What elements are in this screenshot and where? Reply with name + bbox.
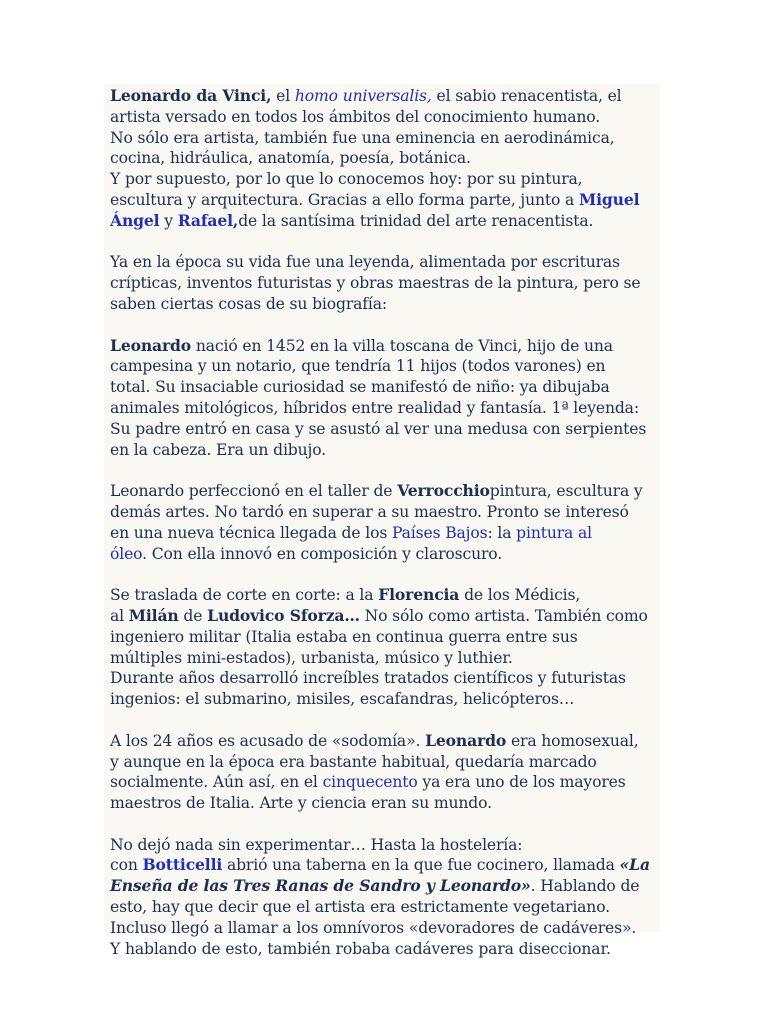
paragraph [110,481,656,564]
text-line [110,211,656,232]
text-run: ingeniero militar (Italia estaba en continua guerra entre sus [110,627,578,646]
text-line [110,502,656,523]
text-line [110,585,656,606]
text-line [110,523,656,544]
text-line [110,377,656,398]
text-run: pintura, escultura y [489,482,643,501]
text-run: animales mitológicos, híbridos entre realidad y fantasía. 1ª leyenda: [110,398,639,417]
text-run: de [178,606,208,625]
text-line [110,855,656,876]
bold-text: Leonardo [425,730,507,750]
text-run: Su padre entró en casa y se asustó al ver una medusa con serpientes [110,419,647,438]
text-line [110,190,656,211]
text-run: escultura y arquitectura. Gracias a ello forma parte, junto a [110,190,580,209]
bold-text: Leonardo da Vinci, [110,86,272,105]
bold-text: Florencia [378,585,460,605]
text-run: abrió una taberna en la que fue cocinero, llamada [222,856,620,875]
text-line [110,731,656,752]
text-run: en una nueva técnica llegada de los [110,523,393,542]
text-run: ya era uno de los mayores [417,773,626,792]
text-run: Con ella innovó en composición y claroscuro. [146,544,503,563]
text-run: Leonardo perfeccionó en el taller de [110,482,398,501]
text-run: maestros de Italia. Arte y ciencia eran su mundo. [110,794,492,813]
text-run: Y hablando de esto, también robaba cadáveres para diseccionar. [110,939,611,958]
text-run: socialmente. Aún así, en el [110,773,323,792]
text-line [110,752,656,773]
text-run: Incluso llegó a llamar a los omnívoros «devoradores de cadáveres». [110,918,637,937]
text-line [110,440,656,461]
paragraph [110,86,656,232]
text-run: campesina y un notario, que tendría 11 hijos (todos varones) en [110,357,606,376]
text-line [110,148,656,169]
text-run: el sabio renacentista, el [431,87,622,105]
text-line [110,835,656,856]
inline-link[interactable]: pintura al [516,523,592,542]
text-line [110,107,656,128]
text-run: múltiples mini-estados), urbanista, músico y luthier. [110,648,513,667]
text-line [110,128,656,149]
text-run: Ya en la época su vida fue una leyenda, alimentada por escrituras [110,253,620,272]
text-run: Se traslada de corte en corte: a la [110,586,379,605]
inline-link[interactable]: Miguel [579,189,640,209]
text-run: era homosexual, [506,731,639,750]
paragraph [110,835,656,960]
text-line [110,481,656,502]
text-run: de los Médicis, [459,586,581,605]
text-run: artista versado en todos los ámbitos del conocimiento humano. [110,107,601,126]
text-line [110,544,656,565]
inline-link[interactable]: Países Bajos [392,523,488,542]
text-line [110,398,656,419]
text-line [110,169,656,190]
text-run: A los 24 años es acusado de «sodomía». [110,731,426,750]
text-run: crípticas, inventos futuristas y obras maestras de la pintura, pero se [110,274,641,293]
bold-text: Ludovico Sforza… [207,605,360,625]
text-line [110,876,656,897]
text-run: de la santísima trinidad del arte renacentista. [238,211,594,230]
paragraph [110,585,656,710]
inline-link[interactable]: homo universalis, [294,87,432,105]
text-line [110,606,656,627]
text-run: cocina, hidráulica, anatomía, poesía, botánica. [110,149,471,168]
bold-text: Milán [128,605,179,625]
inline-link[interactable]: óleo. [110,544,147,563]
text-line [110,668,656,689]
text-run: y [159,211,178,230]
text-run: : la [487,523,517,542]
paragraph [110,336,656,461]
inline-link[interactable]: Rafael, [177,210,239,230]
text-line [110,627,656,648]
text-run: con [110,856,143,875]
bold-text: «La [619,855,650,875]
text-run: esto, hay que decir que el artista era estrictamente vegetariano. [110,898,610,917]
text-line [110,918,656,939]
paragraph [110,731,656,814]
text-run: No sólo como artista. También como [359,606,648,625]
text-run: No sólo era artista, también fue una eminencia en aerodinámica, [110,128,615,147]
text-run: el [271,87,295,105]
bold-text: Enseña de las Tres Ranas de Sandro y Leonardo» [110,876,531,896]
text-line [110,356,656,377]
text-run: ingenios: el submarino, misiles, escafandras, helicópteros… [110,690,575,709]
paragraph [110,252,656,314]
text-line [110,772,656,793]
inline-link[interactable]: Ángel [110,210,160,230]
text-run: Y por supuesto, por lo que lo conocemos hoy: por su pintura, [110,170,583,189]
text-line [110,793,656,814]
text-line [110,294,656,315]
text-line [110,897,656,918]
text-run: total. Su insaciable curiosidad se manifestó de niño: ya dibujaba [110,378,610,397]
text-run: nació en 1452 en la villa toscana de Vinci, hijo de una [191,336,613,355]
bold-text: Leonardo [110,335,192,355]
text-run: saben ciertas cosas de su biografía: [110,294,387,313]
text-line [110,689,656,710]
text-run: en la cabeza. Era un dibujo. [110,440,326,459]
text-line [110,273,656,294]
text-run: . Hablando de [530,877,640,896]
document-page [104,84,660,958]
text-run: No dejó nada sin experimentar… Hasta la hostelería: [110,835,523,854]
text-run: al [110,606,129,625]
bold-text: Verrocchio [397,481,490,501]
text-line [110,252,656,273]
inline-link[interactable]: cinquecento [322,773,418,792]
text-line [110,336,656,357]
text-line [110,939,656,960]
text-line [110,648,656,669]
text-run: demás artes. No tardó en superar a su maestro. Pronto se interesó [110,502,629,521]
text-run: Durante años desarrolló increíbles tratados científicos y futuristas [110,669,626,688]
text-run: y aunque en la época era bastante habitual, quedaría marcado [110,752,597,771]
inline-link[interactable]: Botticelli [142,855,223,875]
text-line [110,419,656,440]
text-line [110,86,656,107]
